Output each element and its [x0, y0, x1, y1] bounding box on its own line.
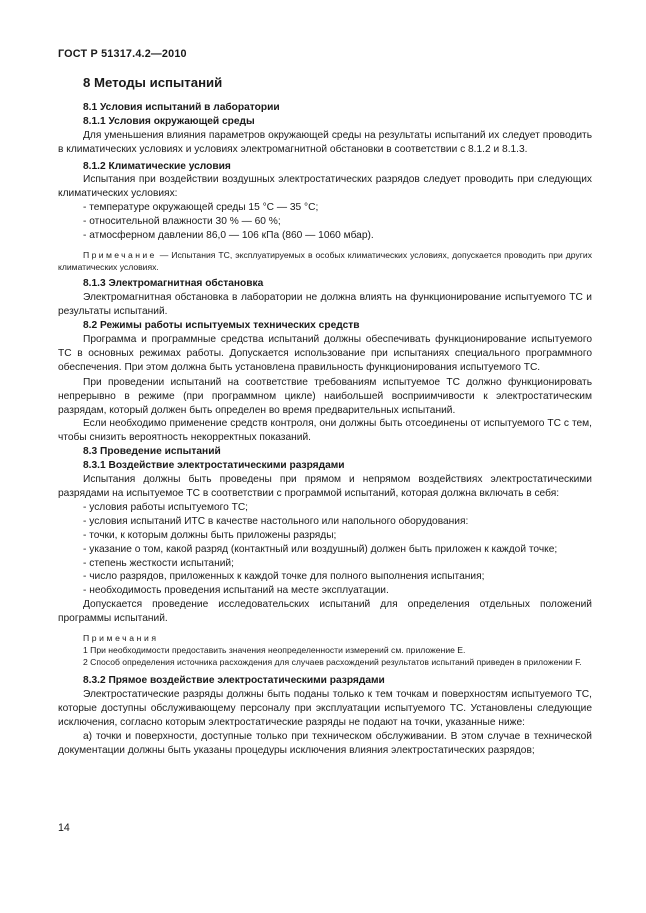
document-body	[58, 76, 592, 757]
notes-item: 1 При необходимости предоставить значения неопределенности измерений см. приложение Е.	[83, 645, 466, 656]
list-item: - необходимость проведения испытаний на месте эксплуатации.	[83, 585, 389, 597]
list-item: - атмосферном давлении 86,0 — 106 кПа (860 — 1060 мбар).	[83, 230, 374, 242]
notes-label: Примечания	[83, 633, 159, 644]
list-item: - степень жесткости испытаний;	[83, 557, 234, 569]
list-item: - точки, к которым должны быть приложены разряды;	[83, 529, 337, 541]
heading-8-3: 8.3 Проведение испытаний	[83, 446, 221, 458]
heading-8-1-2: 8.1.2 Климатические условия	[83, 160, 231, 172]
document-header: ГОСТ Р 51317.4.2—2010	[58, 48, 187, 60]
paragraph-8-1-1: Для уменьшения влияния параметров окружающей среды на результаты испытаний их следует проводить в климатических условиях и условиях электромагнитной обстановки в соответствии с 8.1.2 и 8.1.3.	[58, 129, 592, 155]
list-item: - температуре окружающей среды 15 °С — 35 °С;	[83, 202, 319, 214]
heading-8-1-3: 8.1.3 Электромагнитная обстановка	[83, 278, 264, 290]
paragraph-8-2-1: Программа и программные средства испытаний должны обеспечивать функционирование испытуемого ТС в основных режимах работы. Допускается использование при испытаниях специального программного обеспечения. При этом должна быть установлена правильность функционирования испытуемого ТС.	[58, 334, 592, 373]
list-item: - условия испытаний ИТС в качестве настольного или напольного оборудования:	[83, 515, 469, 527]
paragraph-8-2-3: Если необходимо применение средств контроля, они должны быть отсоединены от испытуемого ТС с тем, чтобы снизить вероятность некорректных показаний.	[58, 418, 592, 444]
page-number: 14	[58, 822, 70, 834]
heading-8-1: 8.1 Условия испытаний в лаборатории	[83, 101, 280, 113]
paragraph-8-1-3: Электромагнитная обстановка в лаборатории не должна влиять на функционирование испытуемого ТС и результаты испытаний.	[58, 292, 592, 318]
paragraph-8-2-2: При проведении испытаний на соответствие требованиям испытуемое ТС должно функционировать непрерывно в режиме (при программном цикле) наибольшей восприимчивости к электростатическим разрядам, который должен быть определен во время предварительных испытаний.	[58, 376, 592, 416]
list-item: - относительной влажности 30 % — 60 %;	[83, 216, 281, 228]
paragraph-8-1-2: Испытания при воздействии воздушных электростатических разрядов следует проводить при следующих климатических условиях:	[58, 174, 592, 200]
heading-8-3-1: 8.3.1 Воздействие электростатическими разрядами	[83, 460, 345, 472]
paragraph-8-3-1-2: Допускается проведение исследовательских испытаний для определения отдельных положений программы испытаний.	[58, 599, 592, 625]
list-item: - указание о том, какой разряд (контактный или воздушный) должен быть приложен к каждой точке;	[83, 543, 558, 555]
heading-8-1-1: 8.1.1 Условия окружающей среды	[83, 115, 255, 127]
paragraph-8-3-2-a: а) точки и поверхности, доступные только при техническом обслуживании. В этом случае в технической документации должны быть указаны процедуры исключения влияния электростатических разрядов;	[58, 730, 592, 756]
section-title: 8 Методы испытаний	[83, 75, 223, 90]
paragraph-8-3-1: Испытания должны быть проведены при прямом и непрямом воздействиях электростатическими разрядами на испытуемое ТС в соответствии с программой испытаний, которая должна включать в себя:	[58, 474, 592, 499]
heading-8-2: 8.2 Режимы работы испытуемых технических средств	[83, 320, 360, 332]
notes-item: 2 Способ определения источника расхождения для случаев расхождений результатов испытаний приведен в приложении F.	[83, 657, 582, 668]
paragraph-8-3-2: Электростатические разряды должны быть поданы только к тем точкам и поверхностям испытуемого ТС, которые доступны обслуживающему персоналу при эксплуатации испытуемого ТС. Установлены следующие исключения, согласно которым электростатические разряды не подают на точки, указанные ниже:	[58, 688, 592, 728]
list-item: - число разрядов, приложенных к каждой точке для полного выполнения испытания;	[83, 571, 485, 583]
note-label: Примечание	[83, 249, 157, 260]
note	[58, 249, 592, 273]
note-text: — Испытания ТС, эксплуатируемых в особых климатических условиях, допускается проводить при других климатических условиях.	[58, 249, 592, 273]
heading-8-3-2: 8.3.2 Прямое воздействие электростатическими разрядами	[83, 675, 385, 687]
list-item: - условия работы испытуемого ТС;	[83, 501, 249, 513]
